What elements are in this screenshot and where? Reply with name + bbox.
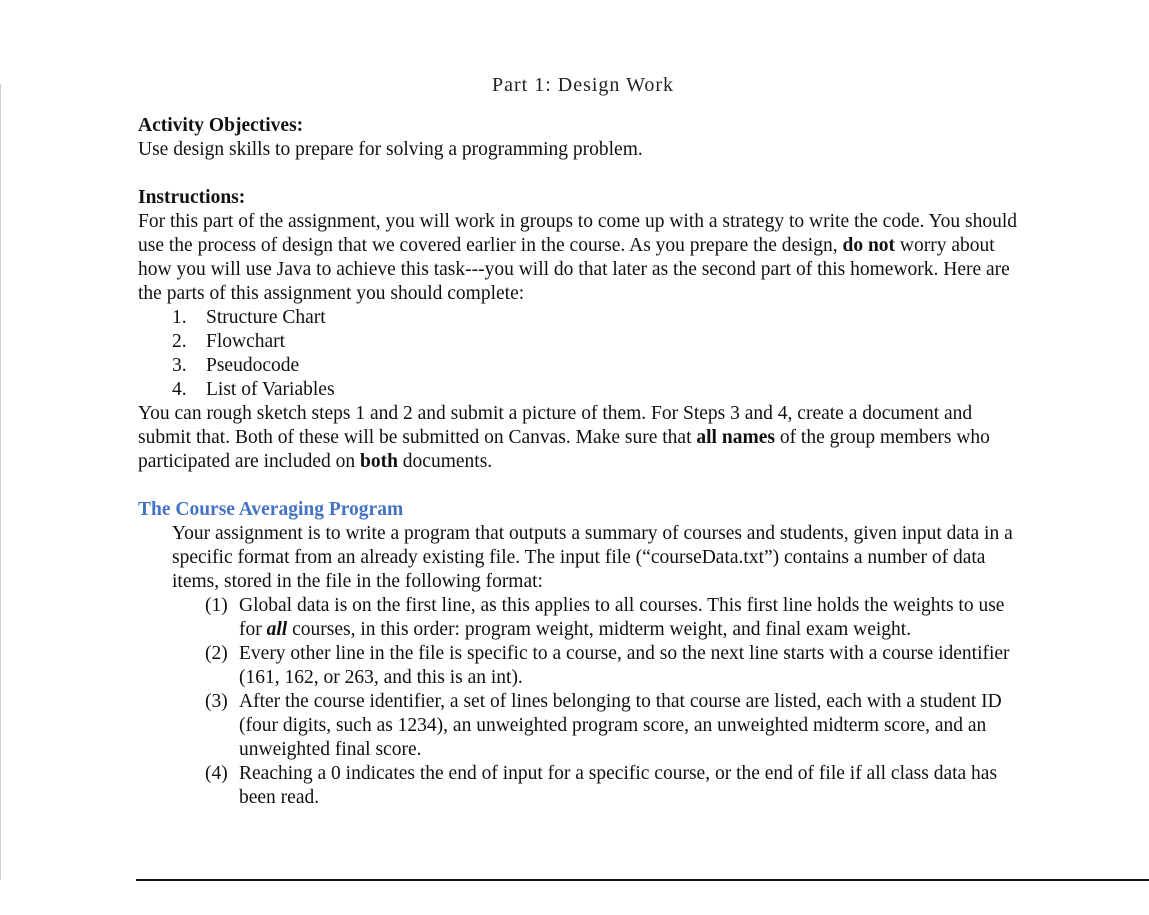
- list-item-number: 1.: [172, 307, 187, 328]
- document-body: [138, 114, 1028, 810]
- instructions-p2-bold-2: both: [359, 451, 398, 472]
- instructions-paragraph-1: [138, 210, 1028, 306]
- page-left-edge: [0, 84, 1, 880]
- list-item: [138, 306, 1028, 330]
- instructions-p1-bold: do not: [842, 235, 896, 256]
- format-item-1-text-b: courses, in this order: program weight, midterm weight, and final exam weight.: [287, 619, 912, 640]
- list-item-number: (2): [205, 643, 228, 664]
- format-item-4-text: Reaching a 0 indicates the end of input for a specific course, or the end of file if all class data has been read.: [239, 763, 998, 808]
- instructions-p2-bold-1: all names: [696, 427, 775, 448]
- list-item: [138, 354, 1028, 378]
- list-item-label: Pseudocode: [206, 355, 300, 376]
- list-item: [138, 378, 1028, 402]
- instructions-p2-text-a: You can rough sketch steps 1 and 2 and submit a picture of them. For Steps 3 and 4, create a document and submit that. Both of these will be submitted on Canvas. Make sure that: [138, 403, 973, 448]
- assignment-parts-list: [138, 306, 1028, 402]
- list-item-label: Flowchart: [206, 331, 286, 352]
- file-format-list: [138, 594, 1028, 810]
- page-title-text: Part 1: Design Work: [492, 74, 675, 96]
- list-item-label: List of Variables: [206, 379, 335, 400]
- objectives-text: Use design skills to prepare for solving a programming problem.: [138, 139, 643, 160]
- cut-off-page-title: [0, 66, 1149, 96]
- list-item-number: 4.: [172, 379, 187, 400]
- program-section-title: The Course Averaging Program: [138, 499, 404, 520]
- instructions-p1-text-a: For this part of the assignment, you will work in groups to come up with a strategy to write the code. You should use the process of design that we covered earlier in the course. As you prepare the design,: [138, 211, 1018, 256]
- format-item-3-text: After the course identifier, a set of lines belonging to that course are listed, each with a student ID (four digits, such as 1234), an unweighted program score, an unweighted midterm score, and an unweighted final score.: [239, 691, 1002, 760]
- format-item-1-emphasis: all: [266, 619, 288, 640]
- program-intro: Your assignment is to write a program that outputs a summary of courses and students, given input data in a specific format from an already existing file. The input file (“courseData.txt”) contains a number of data items, stored in the file in the following format:: [172, 523, 1013, 592]
- spacer: [138, 474, 1028, 498]
- page-bottom-divider: [136, 879, 1149, 881]
- list-item: [138, 330, 1028, 354]
- list-item-number: (1): [205, 595, 228, 616]
- list-item-label: Structure Chart: [206, 307, 326, 328]
- list-item: [138, 642, 1028, 690]
- list-item: [138, 690, 1028, 762]
- instructions-p2-text-c: documents.: [397, 451, 493, 472]
- instructions-paragraph-2: [138, 402, 1028, 474]
- list-item-number: 2.: [172, 331, 187, 352]
- format-item-2-text: Every other line in the file is specific to a course, and so the next line starts with a course identifier (161, 162, or 263, and this is an int).: [239, 643, 1010, 688]
- instructions-heading: Instructions:: [138, 187, 246, 208]
- list-item-number: (3): [205, 691, 228, 712]
- instructions-p2-text-b: of the group members who participated are included on: [138, 427, 990, 472]
- format-item-1-text-a: Global data is on the first line, as this applies to all courses. This first line holds the weights to use for: [239, 595, 1005, 640]
- list-item: [138, 762, 1028, 810]
- objectives-heading: Activity Objectives:: [138, 115, 304, 136]
- list-item: [138, 594, 1028, 642]
- instructions-p1-text-b: worry about how you will use Java to achieve this task---you will do that later as the second part of this homework. Here are the parts of this assignment you should complete:: [138, 235, 1010, 304]
- spacer: [138, 162, 1028, 186]
- list-item-number: 3.: [172, 355, 187, 376]
- list-item-number: (4): [205, 763, 228, 784]
